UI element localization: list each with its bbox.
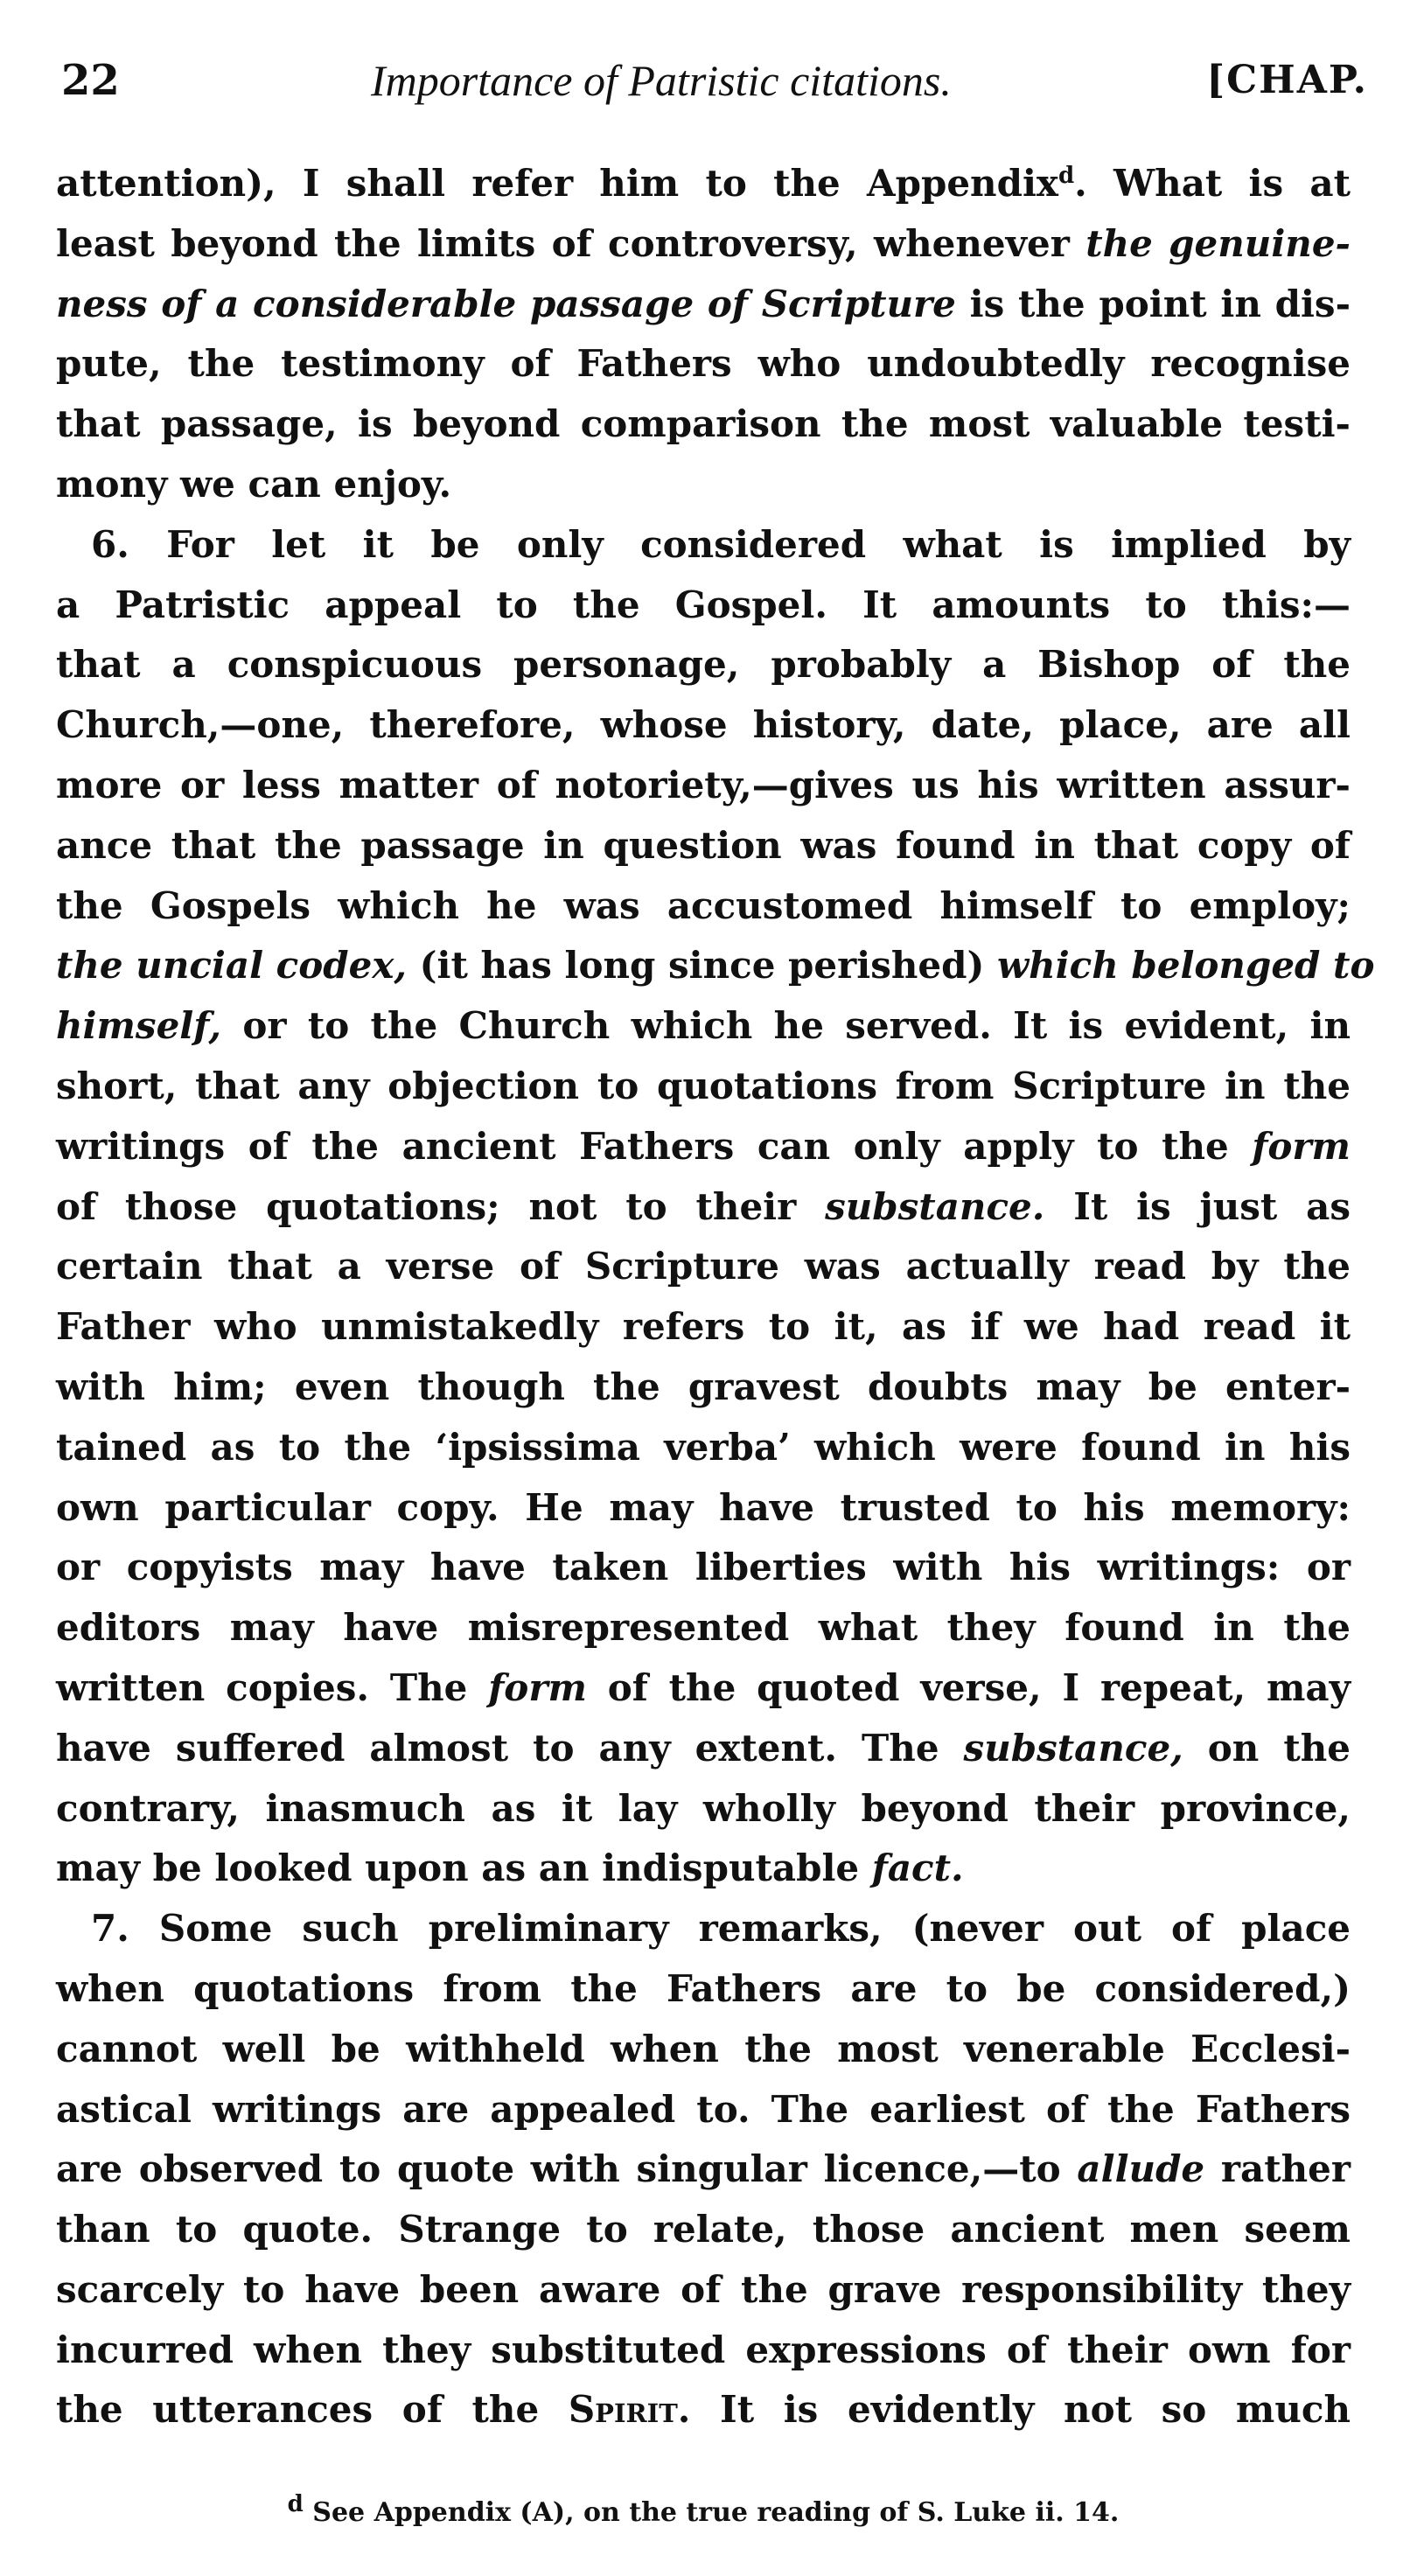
text-line: ness of a considerable passage of Scripture is the point in dis- (56, 282, 1351, 325)
running-header (56, 45, 1368, 115)
chapter-mark: [CHAP. (1206, 58, 1368, 102)
text-line: tained as to the ‘ipsissima verba’ which were found in his (56, 1425, 1351, 1469)
text-line: himself, or to the Church which he served. It is evident, in (56, 1004, 1351, 1048)
text-line: cannot well be withheld when the most venerable Ecclesi- (56, 2027, 1351, 2070)
text-line: the Gospels which he was accustomed himself to employ; (56, 883, 1351, 927)
text-line: least beyond the limits of controversy, whenever the genuine- (56, 221, 1351, 265)
text-line: written copies. The form of the quoted verse, I repeat, may (56, 1665, 1351, 1709)
text-line: or copyists may have taken liberties with his writings: or (56, 1546, 1351, 1589)
text-line: ance that the passage in question was found in that copy of (56, 823, 1351, 867)
text-line: Father who unmistakedly refers to it, as if we had read it (56, 1305, 1351, 1349)
text-line: Church,—one, therefore, whose history, date, place, are all (56, 703, 1351, 747)
text-line: short, that any objection to quotations from Scripture in the (56, 1064, 1351, 1107)
text-line: astical writings are appealed to. The earliest of the Fathers (56, 2087, 1351, 2131)
text-line: writings of the ancient Fathers can only apply to the form (56, 1124, 1351, 1168)
text-line: the utterances of the Spirit. It is evidently not so much (56, 2388, 1351, 2432)
text-line: of those quotations; not to their substance. It is just as (56, 1184, 1351, 1228)
text-line: editors may have misrepresented what they found in the (56, 1606, 1351, 1650)
text-line: that passage, is beyond comparison the most valuable testi- (56, 402, 1351, 446)
text-line: the uncial codex, (it has long since perished) which belonged to (56, 944, 1375, 988)
text-line: mony we can enjoy. (56, 462, 452, 506)
running-title: Importance of Patristic citations. (371, 56, 952, 105)
text-line: more or less matter of notoriety,—gives us his written assur- (56, 763, 1351, 806)
text-line: than to quote. Strange to relate, those ancient men seem (56, 2208, 1351, 2251)
footnote-marker: d (287, 2491, 304, 2517)
text-line: certain that a verse of Scripture was actually read by the (56, 1245, 1351, 1288)
body-text (56, 154, 1375, 2440)
text-line: when quotations from the Fathers are to be considered,) (56, 1966, 1351, 2010)
text-line: a Patristic appeal to the Gospel. It amounts to this:— (56, 583, 1351, 626)
paragraph-7-start: 7. Some such preliminary remarks, (never out of place (91, 1907, 1351, 1951)
text-line: have suffered almost to any extent. The substance, on the (56, 1726, 1351, 1770)
footnote (56, 2491, 1351, 2535)
text-line: contrary, inasmuch as it lay wholly beyond their province, (56, 1786, 1351, 1830)
paragraph-6-start: 6. For let it be only considered what is implied by (91, 522, 1351, 566)
page-number: 22 (61, 56, 120, 105)
text-line: may be looked upon as an indisputable fact. (56, 1846, 964, 1890)
text-line: that a conspicuous personage, probably a Bishop of the (56, 643, 1351, 687)
footnote-ref: d (1057, 163, 1075, 189)
footnote-text: See Appendix (A), on the true reading of S. Luke ii. 14. (312, 2497, 1120, 2528)
text-line: own particular copy. He may have trusted to his memory: (56, 1485, 1351, 1529)
text-line: scarcely to have been aware of the grave responsibility they (56, 2267, 1351, 2311)
text-line: pute, the testimony of Fathers who undoubtedly recognise (56, 342, 1351, 386)
text-line: attention), I shall refer him to the Appendix$^d$. What is at (56, 162, 1351, 205)
text-line: incurred when they substituted expressions of their own for (56, 2328, 1351, 2371)
text-line: are observed to quote with singular licence,—to allude rather (56, 2147, 1351, 2191)
text-line: with him; even though the gravest doubts may be enter- (56, 1365, 1351, 1408)
